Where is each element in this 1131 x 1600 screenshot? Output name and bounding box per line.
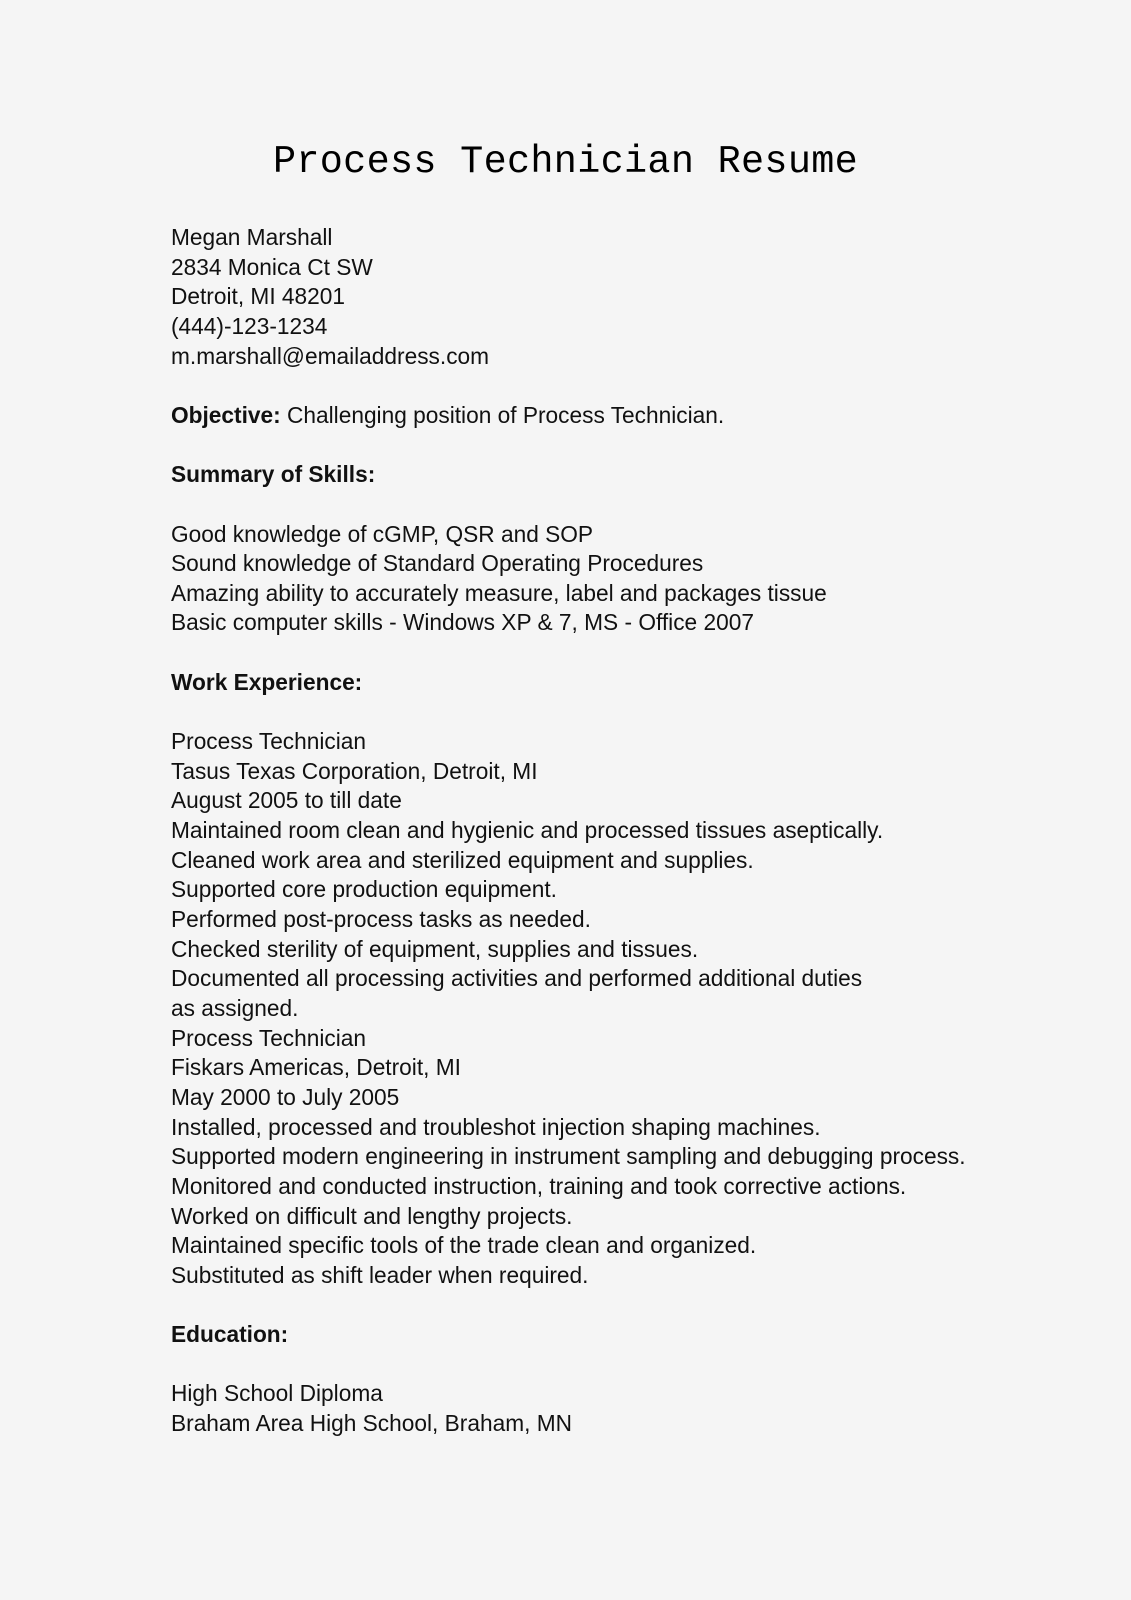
skill-item: Sound knowledge of Standard Operating Procedures bbox=[171, 550, 704, 577]
job-duty: Installed, processed and troubleshot injection shaping machines. bbox=[171, 1113, 821, 1140]
job-dates: May 2000 to July 2005 bbox=[171, 1083, 400, 1110]
job-duty: Maintained room clean and hygienic and processed tissues aseptically. bbox=[171, 817, 884, 844]
skill-item: Good knowledge of cGMP, QSR and SOP bbox=[171, 520, 594, 547]
job-duty: Maintained specific tools of the trade clean and organized. bbox=[171, 1232, 757, 1259]
job-duty: Supported core production equipment. bbox=[171, 876, 557, 903]
contact-email: m.marshall@emailaddress.com bbox=[171, 342, 490, 369]
job-company: Tasus Texas Corporation, Detroit, MI bbox=[171, 757, 538, 784]
job-title: Process Technician bbox=[171, 1024, 367, 1051]
contact-block bbox=[171, 223, 971, 371]
contact-name: Megan Marshall bbox=[171, 224, 333, 250]
skill-item: Basic computer skills - Windows XP & 7, MS - Office 2007 bbox=[171, 609, 754, 636]
job-duty: Performed post-process tasks as needed. bbox=[171, 906, 591, 933]
job-duty: Substituted as shift leader when required. bbox=[171, 1261, 589, 1288]
skills-heading: Summary of Skills: bbox=[171, 461, 376, 488]
contact-phone: (444)-123-1234 bbox=[171, 312, 328, 339]
contact-address: 2834 Monica Ct SW bbox=[171, 253, 373, 280]
job-duty: Checked sterility of equipment, supplies and tissues. bbox=[171, 935, 699, 962]
education-degree: High School Diploma bbox=[171, 1380, 383, 1407]
job-duty: Cleaned work area and sterilized equipment and supplies. bbox=[171, 846, 754, 873]
objective bbox=[171, 401, 971, 431]
job-duty: Documented all processing activities and performed additional duties as assigned. bbox=[171, 965, 863, 1021]
education-school: Braham Area High School, Braham, MN bbox=[171, 1410, 572, 1437]
contact-city: Detroit, MI 48201 bbox=[171, 283, 346, 310]
objective-label: Objective: bbox=[171, 401, 281, 428]
job-duty: Worked on difficult and lengthy projects. bbox=[171, 1202, 573, 1229]
skill-item: Amazing ability to accurately measure, label and packages tissue bbox=[171, 579, 827, 606]
job-company: Fiskars Americas, Detroit, MI bbox=[171, 1054, 461, 1081]
experience-heading: Work Experience: bbox=[171, 668, 363, 695]
job-duty: Monitored and conducted instruction, training and took corrective actions. bbox=[171, 1172, 907, 1199]
job-duty: Supported modern engineering in instrument sampling and debugging process. bbox=[171, 1143, 966, 1170]
job-entry bbox=[171, 1024, 971, 1291]
resume-body bbox=[171, 223, 971, 1439]
page-title: Process Technician Resume bbox=[272, 140, 859, 184]
job-dates: August 2005 to till date bbox=[171, 787, 402, 814]
objective-text: Challenging position of Process Technician. bbox=[280, 401, 725, 428]
education-heading: Education: bbox=[171, 1321, 289, 1348]
job-title: Process Technician bbox=[171, 728, 367, 755]
job-entry bbox=[171, 727, 971, 1024]
